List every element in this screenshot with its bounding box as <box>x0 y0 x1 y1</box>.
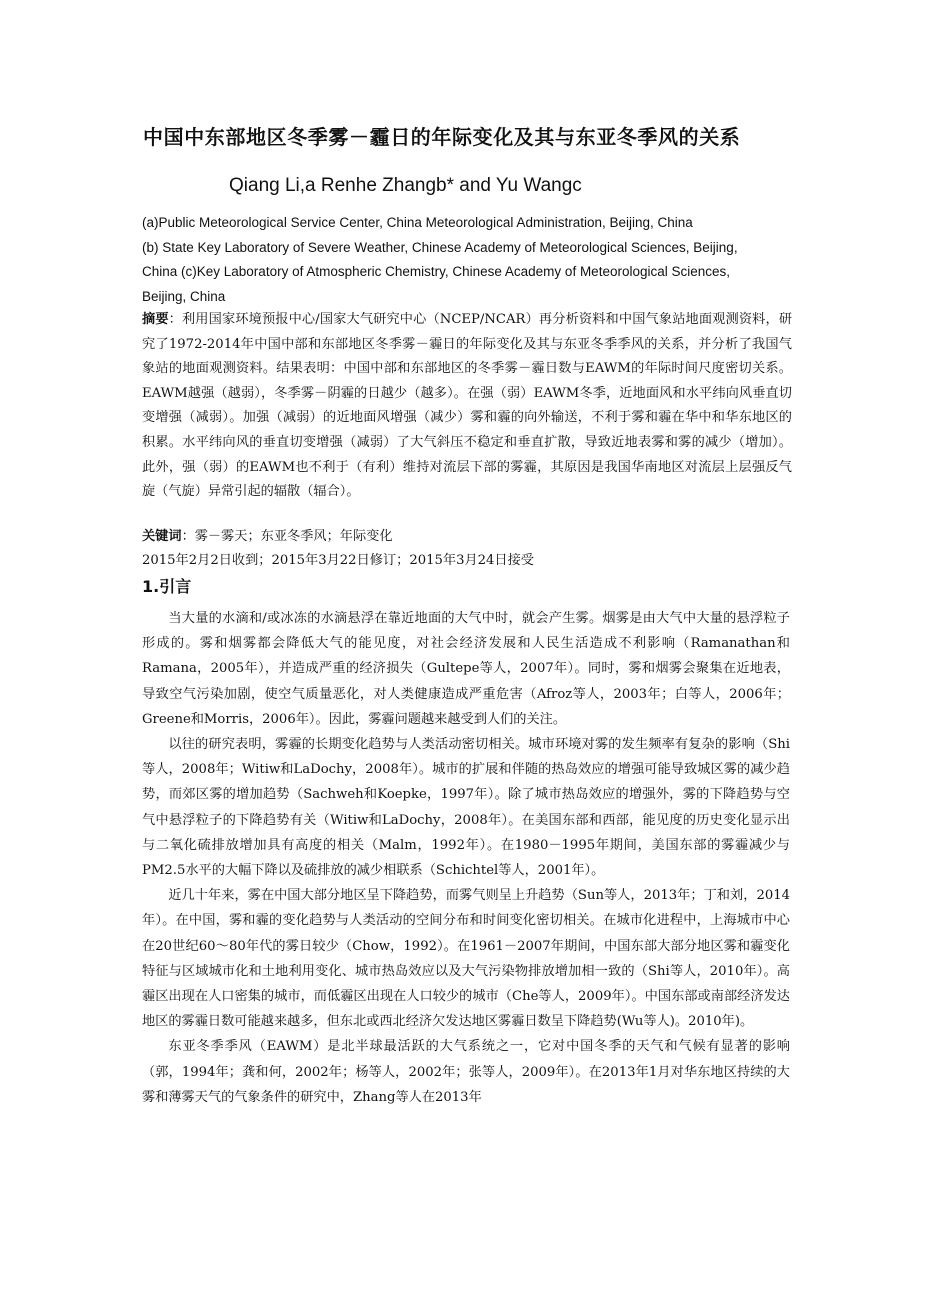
author-list: Qiang Li,a Renhe Zhangb* and Yu Wangc <box>229 175 582 196</box>
submission-dates: 2015年2月2日收到；2015年3月22日修订；2015年3月24日接受 <box>142 553 534 568</box>
introduction-body <box>142 606 790 1110</box>
body-paragraph: 近几十年来，雾在中国大部分地区呈下降趋势，而雾气则呈上升趋势（Sun等人，2013年；丁和刘，2014年）。在中国，雾和霾的变化趋势与人类活动的空间分布和时间变化密切相关。在城市化进程中，上海城市中心在20世纪60～80年代的雾日较少（Chow，1992）。在1961－2007年期间，中国东部大部分地区雾和霾变化特征与区域城市化和土地利用变化、城市热岛效应以及大气污染物排放增加相一致的（Shi等人，2010年）。高霾区出现在人口密集的城市，而低霾区出现在人口较少的城市（Che等人，2009年）。中国东部或南部经济发达地区的雾霾日数可能越来越多，但东北或西北经济欠发达地区雾霾日数呈下降趋势(Wu等人)。2010年)。 <box>142 888 790 1030</box>
abstract-label: 摘要 <box>142 312 169 327</box>
affiliation-line: Beijing, China <box>142 288 226 304</box>
affiliation-line: (a)Public Meteorological Service Center, China Meteorological Administration, Beijing, China <box>142 215 693 230</box>
body-paragraph: 东亚冬季季风（EAWM）是北半球最活跃的大气系统之一，它对中国冬季的天气和气候有显著的影响（郭，1994年；龚和何，2002年；杨等人，2002年；张等人，2009年）。在2013年1月对华东地区持续的大雾和薄雾天气的气象条件的研究中，Zhang等人在2013年 <box>142 1039 790 1105</box>
body-paragraph: 以往的研究表明，雾霾的长期变化趋势与人类活动密切相关。城市环境对雾的发生频率有复杂的影响（Shi等人，2008年；Witiw和LaDochy，2008年）。城市的扩展和伴随的热岛效应的增强可能导致城区雾的减少趋势，而郊区雾的增加趋势（Sachweh和Koepke，1997年）。除了城市热岛效应的增强外，雾的下降趋势与空气中悬浮粒子的下降趋势有关（Witiw和LaDochy，2008年）。在美国东部和西部，能见度的历史变化显示出与二氧化硫排放增加具有高度的相关（Malm，1992年）。在1980－1995年期间，美国东部的雾霾减少与PM2.5水平的大幅下降以及硫排放的减少相联系（Schichtel等人，2001年）。 <box>142 737 790 879</box>
affiliation-line: (b) State Key Laboratory of Severe Weather, Chinese Academy of Meteorological Sciences, Beijing, <box>142 239 738 255</box>
affiliation-line: China (c)Key Laboratory of Atmospheric Chemistry, Chinese Academy of Meteorological Sciences, <box>142 264 731 279</box>
keywords-text: ：雾－雾天；东亚冬季风；年际变化 <box>181 529 393 544</box>
affiliations <box>142 211 802 309</box>
keywords <box>142 525 792 549</box>
body-paragraph: 当大量的水滴和/或冰冻的水滴悬浮在靠近地面的大气中时，就会产生雾。烟雾是由大气中大量的悬浮粒子形成的。雾和烟雾都会降低大气的能见度，对社会经济发展和人民生活造成不利影响（Ramanathan和Ramana，2005年），并造成严重的经济损失（Gultepe等人，2007年）。同时，雾和烟雾会聚集在近地表，导致空气污染加剧，使空气质量恶化，对人类健康造成严重危害（Afroz等人，2003年；白等人，2006年；Greene和Morris，2006年）。因此，雾霾问题越来越受到人们的关注。 <box>142 611 790 727</box>
abstract-text: ：利用国家环境预报中心/国家大气研究中心（NCEP/NCAR）再分析资料和中国气象站地面观测资料，研究了1972-2014年中国中部和东部地区冬季雾－霾日的年际变化及其与东亚冬季季风的关系，并分析了我国气象站的地面观测资料。结果表明：中国中部和东部地区的冬季雾－霾日数与EAWM的年际时间尺度密切关系。EAWM越强（越弱），冬季雾－阴霾的日越少（越多）。在强（弱）EAWM冬季，近地面风和水平纬向风垂直切变增强（减弱）。加强（减弱）的近地面风增强（减少）雾和霾的向外输送，不利于雾和霾在华中和华东地区的积累。水平纬向风的垂直切变增强（减弱）了大气斜压不稳定和垂直扩散，导致近地表雾和雾的减少（增加）。此外，强（弱）的EAWM也不利于（有利）维持对流层下部的雾霾，其原因是我国华南地区对流层上层强反气旋（气旋）异常引起的辐散（辐合）。 <box>142 312 793 500</box>
abstract <box>142 308 792 505</box>
paper-title: 中国中东部地区冬季雾－霾日的年际变化及其与东亚冬季风的关系 <box>143 125 741 149</box>
section-heading-introduction: 1.引言 <box>142 577 192 596</box>
keywords-label: 关键词 <box>142 529 182 544</box>
